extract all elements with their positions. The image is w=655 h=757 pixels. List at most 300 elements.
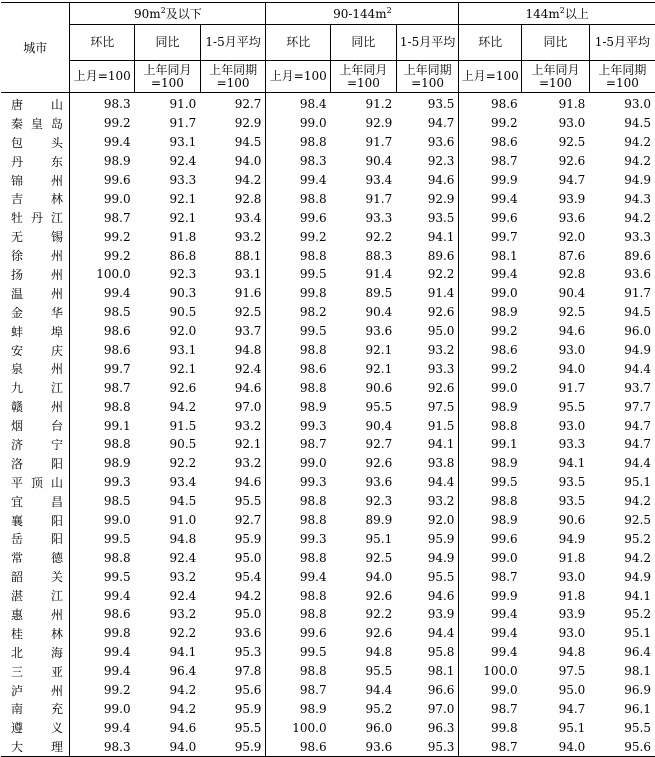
value-cell: 99.3 bbox=[299, 531, 327, 546]
city-cell bbox=[1, 189, 70, 208]
value-cell: 98.8 bbox=[103, 550, 131, 565]
city-name: 韶 关 bbox=[11, 570, 63, 585]
city-cell bbox=[1, 265, 70, 284]
value-cell: 94.1 bbox=[624, 588, 651, 603]
value-cell: 98.6 bbox=[490, 343, 518, 358]
value-cell: 94.2 bbox=[624, 550, 651, 565]
city-name: 无 锡 bbox=[11, 230, 63, 245]
value-cell: 95.0 bbox=[200, 605, 266, 624]
value-cell: 94.7 bbox=[396, 114, 459, 133]
value-cell: 100.0 bbox=[96, 267, 131, 282]
value-cell: 93.4 bbox=[169, 475, 197, 490]
city-name: 秦 皇 岛 bbox=[11, 116, 63, 131]
value-cell: 93.1 bbox=[200, 265, 266, 284]
value-cell: 94.7 bbox=[624, 418, 651, 433]
value-cell: 94.4 bbox=[396, 473, 459, 492]
value-cell: 99.4 bbox=[490, 191, 518, 206]
value-cell: 93.4 bbox=[365, 173, 393, 187]
value-cell: 94.0 bbox=[558, 361, 586, 376]
value-cell: 99.0 bbox=[490, 380, 518, 395]
value-cell: 98.1 bbox=[624, 664, 651, 679]
value-cell: 92.6 bbox=[169, 380, 197, 395]
city-name: 蚌 埠 bbox=[11, 324, 63, 339]
value-cell: 98.3 bbox=[70, 737, 135, 756]
value-cell: 94.2 bbox=[200, 586, 266, 605]
base-label-prev-year-period: 上年同期=100 bbox=[396, 61, 459, 93]
value-cell: 91.8 bbox=[558, 97, 586, 112]
value-cell: 91.7 bbox=[558, 380, 586, 395]
value-cell: 91.8 bbox=[169, 229, 197, 244]
table-row bbox=[1, 737, 655, 756]
city-cell bbox=[1, 133, 70, 152]
value-cell: 99.4 bbox=[490, 607, 518, 622]
base-label-prev-month: 上月=100 bbox=[266, 61, 331, 93]
table-row bbox=[1, 700, 655, 719]
value-cell: 93.5 bbox=[558, 475, 586, 490]
value-cell: 97.8 bbox=[200, 662, 266, 681]
value-cell: 99.2 bbox=[103, 248, 131, 263]
value-cell: 91.7 bbox=[624, 286, 651, 301]
value-cell: 92.9 bbox=[396, 189, 459, 208]
value-cell: 92.6 bbox=[558, 154, 586, 169]
value-cell: 99.7 bbox=[490, 229, 518, 244]
city-name: 岳 阳 bbox=[11, 532, 63, 547]
city-name: 遵 义 bbox=[11, 721, 63, 736]
value-cell: 90.6 bbox=[365, 380, 393, 395]
value-cell: 92.3 bbox=[365, 494, 393, 509]
city-name: 湛 江 bbox=[11, 589, 63, 604]
value-cell: 98.8 bbox=[490, 418, 518, 433]
value-cell: 99.2 bbox=[103, 116, 131, 131]
value-cell: 96.1 bbox=[624, 701, 651, 716]
value-cell: 92.7 bbox=[365, 437, 393, 452]
value-cell: 89.5 bbox=[365, 286, 393, 301]
value-cell: 90.5 bbox=[169, 437, 197, 452]
city-name: 扬 州 bbox=[11, 267, 63, 282]
table-row bbox=[1, 93, 655, 114]
value-cell: 98.8 bbox=[299, 588, 327, 603]
city-name: 唐 山 bbox=[11, 97, 63, 112]
value-cell: 93.4 bbox=[200, 208, 266, 227]
table-row bbox=[1, 624, 655, 643]
value-cell: 94.8 bbox=[200, 341, 266, 360]
base-label-prev-year-period: 上年同期=100 bbox=[589, 61, 655, 93]
value-cell: 98.8 bbox=[103, 437, 131, 452]
value-cell: 98.9 bbox=[103, 456, 131, 471]
value-cell: 92.0 bbox=[558, 229, 586, 244]
value-cell: 93.6 bbox=[200, 624, 266, 643]
value-cell: 94.0 bbox=[135, 737, 201, 756]
value-cell: 94.1 bbox=[169, 645, 197, 660]
value-cell: 94.0 bbox=[365, 569, 393, 584]
value-cell: 94.5 bbox=[169, 494, 197, 509]
value-cell: 99.4 bbox=[103, 286, 131, 301]
value-cell: 99.4 bbox=[299, 569, 327, 584]
value-cell: 92.1 bbox=[200, 435, 266, 454]
value-cell: 98.8 bbox=[299, 191, 327, 206]
group-header-mid-area: $90-144m^2$ bbox=[266, 3, 459, 25]
value-cell: 93.6 bbox=[624, 267, 651, 282]
value-cell: 95.6 bbox=[200, 681, 266, 700]
value-cell: 98.9 bbox=[299, 701, 327, 716]
base-label-prev-year-month: 上年同月=100 bbox=[331, 61, 397, 93]
value-cell: 92.0 bbox=[169, 324, 197, 339]
value-cell: 93.8 bbox=[396, 454, 459, 473]
value-cell: 94.9 bbox=[624, 569, 651, 584]
value-cell: 94.6 bbox=[558, 324, 586, 339]
value-cell: 91.8 bbox=[558, 588, 586, 603]
value-cell: 98.8 bbox=[299, 607, 327, 622]
table-row bbox=[1, 152, 655, 171]
value-cell: 99.5 bbox=[103, 569, 131, 584]
value-cell: 93.3 bbox=[365, 210, 393, 225]
value-cell: 94.6 bbox=[396, 586, 459, 605]
value-cell: 99.2 bbox=[490, 361, 518, 376]
table-row bbox=[1, 227, 655, 246]
value-cell: 93.3 bbox=[558, 437, 586, 452]
value-cell: 92.2 bbox=[169, 456, 197, 471]
value-cell: 99.4 bbox=[490, 267, 518, 282]
city-cell bbox=[1, 700, 70, 719]
value-cell: 96.0 bbox=[624, 324, 651, 339]
value-cell: 94.2 bbox=[169, 683, 197, 698]
value-cell: 95.8 bbox=[396, 643, 459, 662]
value-cell: 94.7 bbox=[624, 437, 651, 452]
table-row bbox=[1, 246, 655, 265]
value-cell: 94.7 bbox=[558, 173, 586, 187]
value-cell: 98.1 bbox=[396, 662, 459, 681]
value-cell: 98.9 bbox=[490, 513, 518, 528]
value-cell: 94.9 bbox=[624, 173, 651, 187]
value-cell: 97.7 bbox=[624, 399, 651, 414]
value-cell: 86.8 bbox=[169, 248, 197, 263]
value-cell: 100.0 bbox=[483, 664, 518, 679]
value-cell: 94.2 bbox=[169, 701, 197, 716]
base-label-prev-year-month: 上年同月=100 bbox=[522, 61, 590, 93]
value-cell: 92.6 bbox=[365, 626, 393, 641]
city-name: 济 宁 bbox=[11, 437, 63, 452]
value-cell: 93.2 bbox=[169, 569, 197, 584]
value-cell: 93.5 bbox=[396, 93, 459, 114]
value-cell: 94.8 bbox=[365, 645, 393, 660]
group-header-large-area: $144m^2$以上 bbox=[459, 3, 655, 25]
table-row bbox=[1, 662, 655, 681]
value-cell: 98.8 bbox=[299, 513, 327, 528]
table-row bbox=[1, 208, 655, 227]
table-row bbox=[1, 681, 655, 700]
table-row bbox=[1, 548, 655, 567]
value-cell: 93.1 bbox=[169, 135, 197, 150]
value-cell: 93.9 bbox=[396, 605, 459, 624]
value-cell: 99.0 bbox=[299, 116, 327, 131]
city-name: 泸 州 bbox=[11, 683, 63, 698]
city-name: 安 庆 bbox=[11, 343, 63, 358]
value-cell: 99.6 bbox=[299, 210, 327, 225]
value-cell: 93.6 bbox=[558, 210, 586, 225]
value-cell: 98.5 bbox=[103, 494, 131, 509]
value-cell: 94.2 bbox=[624, 494, 651, 509]
value-cell: 92.2 bbox=[365, 229, 393, 244]
sub-header-yoy: 同比 bbox=[522, 25, 590, 61]
value-cell: 98.8 bbox=[490, 494, 518, 509]
city-name: 襄 阳 bbox=[11, 513, 63, 528]
value-cell: 90.6 bbox=[558, 513, 586, 528]
value-cell: 90.3 bbox=[169, 286, 197, 301]
value-cell: 92.5 bbox=[558, 305, 586, 320]
city-cell bbox=[1, 586, 70, 605]
table-row bbox=[1, 586, 655, 605]
city-name: 包 头 bbox=[11, 135, 63, 150]
city-cell bbox=[1, 548, 70, 567]
value-cell: 98.7 bbox=[299, 437, 327, 452]
value-cell: 99.3 bbox=[299, 475, 327, 490]
value-cell: 99.6 bbox=[490, 210, 518, 225]
value-cell: 99.4 bbox=[103, 645, 131, 660]
value-cell: 94.0 bbox=[522, 737, 590, 756]
city-cell bbox=[1, 643, 70, 662]
value-cell: 92.4 bbox=[169, 550, 197, 565]
value-cell: 98.4 bbox=[299, 97, 327, 112]
value-cell: 90.4 bbox=[365, 154, 393, 169]
value-cell: 93.9 bbox=[558, 607, 586, 622]
table-row bbox=[1, 435, 655, 454]
value-cell: 93.7 bbox=[624, 380, 651, 395]
value-cell: 96.3 bbox=[396, 718, 459, 737]
value-cell: 98.9 bbox=[490, 456, 518, 471]
value-cell: 99.2 bbox=[299, 229, 327, 244]
value-cell: 92.7 bbox=[200, 511, 266, 530]
value-cell: 97.5 bbox=[396, 397, 459, 416]
value-cell: 94.9 bbox=[396, 548, 459, 567]
city-cell bbox=[1, 303, 70, 322]
base-label-prev-month: 上月=100 bbox=[70, 61, 135, 93]
value-cell: 93.2 bbox=[169, 607, 197, 622]
value-cell: 99.0 bbox=[490, 550, 518, 565]
value-cell: 93.6 bbox=[365, 324, 393, 339]
value-cell: 95.5 bbox=[558, 399, 586, 414]
value-cell: 98.7 bbox=[103, 380, 131, 395]
city-cell bbox=[1, 152, 70, 171]
table-row bbox=[1, 605, 655, 624]
value-cell: 98.3 bbox=[299, 154, 327, 169]
value-cell: 94.3 bbox=[624, 191, 651, 206]
value-cell: 91.0 bbox=[169, 513, 197, 528]
value-cell: 98.6 bbox=[103, 343, 131, 358]
value-cell: 93.3 bbox=[396, 359, 459, 378]
value-cell: 97.0 bbox=[396, 700, 459, 719]
value-cell: 99.4 bbox=[103, 588, 131, 603]
value-cell: 98.9 bbox=[299, 399, 327, 414]
value-cell: 92.9 bbox=[200, 114, 266, 133]
value-cell: 94.2 bbox=[169, 399, 197, 414]
value-cell: 92.6 bbox=[365, 456, 393, 471]
table-row bbox=[1, 529, 655, 548]
value-cell: 97.0 bbox=[200, 397, 266, 416]
value-cell: 98.8 bbox=[299, 135, 327, 150]
value-cell: 92.3 bbox=[396, 152, 459, 171]
value-cell: 92.5 bbox=[558, 135, 586, 150]
table-row bbox=[1, 171, 655, 190]
city-name: 大 理 bbox=[11, 740, 63, 755]
value-cell: 92.5 bbox=[200, 303, 266, 322]
table-row bbox=[1, 643, 655, 662]
value-cell: 98.8 bbox=[103, 399, 131, 414]
city-cell bbox=[1, 605, 70, 624]
city-cell bbox=[1, 737, 70, 756]
value-cell: 98.7 bbox=[490, 569, 518, 584]
table-row bbox=[1, 322, 655, 341]
value-cell: 99.9 bbox=[490, 173, 518, 187]
base-label-prev-month: 上月=100 bbox=[459, 61, 522, 93]
value-cell: 92.1 bbox=[365, 343, 393, 358]
value-cell: 99.5 bbox=[299, 267, 327, 282]
value-cell: 92.9 bbox=[365, 116, 393, 131]
value-cell: 99.4 bbox=[299, 173, 327, 187]
value-cell: 98.8 bbox=[299, 248, 327, 263]
group-header-small-area: $90m^2$及以下 bbox=[70, 3, 266, 25]
value-cell: 96.9 bbox=[624, 683, 651, 698]
value-cell: 98.6 bbox=[490, 135, 518, 150]
value-cell: 93.0 bbox=[558, 116, 586, 131]
table-row bbox=[1, 133, 655, 152]
value-cell: 95.5 bbox=[396, 567, 459, 586]
value-cell: 93.1 bbox=[169, 343, 197, 358]
value-cell: 99.5 bbox=[490, 475, 518, 490]
city-cell bbox=[1, 114, 70, 133]
value-cell: 93.0 bbox=[624, 97, 651, 112]
value-cell: 92.6 bbox=[365, 588, 393, 603]
city-name: 北 海 bbox=[11, 645, 63, 660]
table-row bbox=[1, 567, 655, 586]
city-name: 桂 林 bbox=[11, 626, 63, 641]
price-index-table bbox=[1, 2, 655, 757]
value-cell: 99.4 bbox=[103, 135, 131, 150]
value-cell: 92.1 bbox=[365, 361, 393, 376]
value-cell: 99.5 bbox=[103, 531, 131, 546]
value-cell: 98.6 bbox=[490, 97, 518, 112]
value-cell: 92.2 bbox=[396, 265, 459, 284]
value-cell: 93.3 bbox=[169, 173, 197, 187]
city-cell bbox=[1, 322, 70, 341]
value-cell: 98.7 bbox=[459, 737, 522, 756]
table-row bbox=[1, 416, 655, 435]
city-cell bbox=[1, 227, 70, 246]
value-cell: 99.2 bbox=[490, 116, 518, 131]
value-cell: 92.4 bbox=[169, 154, 197, 169]
value-cell: 94.9 bbox=[558, 531, 586, 546]
value-cell: 98.8 bbox=[299, 494, 327, 509]
sub-header-yoy: 同比 bbox=[331, 25, 397, 61]
table-row bbox=[1, 189, 655, 208]
value-cell: 89.6 bbox=[624, 248, 651, 263]
value-cell: 95.9 bbox=[200, 737, 266, 756]
city-cell bbox=[1, 529, 70, 548]
value-cell: 94.2 bbox=[200, 171, 266, 190]
value-cell: 93.0 bbox=[558, 343, 586, 358]
value-cell: 93.2 bbox=[396, 341, 459, 360]
value-cell: 92.4 bbox=[200, 359, 266, 378]
table-row bbox=[1, 718, 655, 737]
value-cell: 93.6 bbox=[396, 133, 459, 152]
sub-header-avg: 1-5月平均 bbox=[396, 25, 459, 61]
table-row bbox=[1, 473, 655, 492]
value-cell: 95.2 bbox=[365, 701, 393, 716]
sub-header-avg: 1-5月平均 bbox=[589, 25, 655, 61]
city-cell bbox=[1, 284, 70, 303]
value-cell: 91.4 bbox=[365, 267, 393, 282]
city-cell bbox=[1, 378, 70, 397]
value-cell: 94.9 bbox=[624, 343, 651, 358]
city-name: 赣 州 bbox=[11, 400, 63, 415]
city-cell bbox=[1, 473, 70, 492]
value-cell: 99.5 bbox=[299, 645, 327, 660]
value-cell: 93.9 bbox=[558, 191, 586, 206]
value-cell: 92.8 bbox=[200, 189, 266, 208]
city-name: 吉 林 bbox=[11, 192, 63, 207]
table-row bbox=[1, 284, 655, 303]
value-cell: 95.5 bbox=[200, 718, 266, 737]
value-cell: 94.6 bbox=[169, 720, 197, 735]
value-cell: 90.4 bbox=[558, 286, 586, 301]
value-cell: 94.4 bbox=[624, 361, 651, 376]
value-cell: 99.0 bbox=[103, 513, 131, 528]
value-cell: 92.5 bbox=[365, 550, 393, 565]
sub-header-avg: 1-5月平均 bbox=[200, 25, 266, 61]
value-cell: 89.9 bbox=[365, 513, 393, 528]
value-cell: 95.2 bbox=[624, 607, 651, 622]
value-cell: 98.8 bbox=[299, 664, 327, 679]
value-cell: 91.7 bbox=[365, 135, 393, 150]
value-cell: 99.8 bbox=[103, 626, 131, 641]
value-cell: 94.4 bbox=[365, 683, 393, 698]
value-cell: 87.6 bbox=[558, 248, 586, 263]
value-cell: 92.6 bbox=[396, 378, 459, 397]
value-cell: 95.5 bbox=[365, 399, 393, 414]
value-cell: 92.2 bbox=[365, 607, 393, 622]
value-cell: 99.4 bbox=[490, 645, 518, 660]
city-name: 常 德 bbox=[11, 551, 63, 566]
sub-header-mom: 环比 bbox=[459, 25, 522, 61]
table-row bbox=[1, 303, 655, 322]
city-name: 牡 丹 江 bbox=[11, 211, 63, 226]
value-cell: 95.5 bbox=[200, 492, 266, 511]
value-cell: 94.1 bbox=[558, 456, 586, 471]
value-cell: 92.2 bbox=[169, 626, 197, 641]
city-cell bbox=[1, 567, 70, 586]
sub-header-yoy: 同比 bbox=[135, 25, 201, 61]
value-cell: 99.4 bbox=[490, 626, 518, 641]
city-cell bbox=[1, 93, 70, 114]
value-cell: 99.3 bbox=[299, 418, 327, 433]
value-cell: 92.7 bbox=[200, 93, 266, 114]
city-column-header: 城市 bbox=[1, 3, 70, 93]
table-body bbox=[1, 93, 655, 757]
city-cell bbox=[1, 492, 70, 511]
value-cell: 95.4 bbox=[200, 567, 266, 586]
value-cell: 99.4 bbox=[103, 720, 131, 735]
value-cell: 99.0 bbox=[299, 456, 327, 471]
value-cell: 93.0 bbox=[558, 626, 586, 641]
value-cell: 93.2 bbox=[200, 227, 266, 246]
table-row bbox=[1, 359, 655, 378]
value-cell: 98.9 bbox=[490, 305, 518, 320]
city-cell bbox=[1, 416, 70, 435]
value-cell: 88.3 bbox=[365, 248, 393, 263]
value-cell: 91.4 bbox=[396, 284, 459, 303]
value-cell: 99.6 bbox=[490, 531, 518, 546]
value-cell: 98.7 bbox=[490, 154, 518, 169]
table-row bbox=[1, 492, 655, 511]
